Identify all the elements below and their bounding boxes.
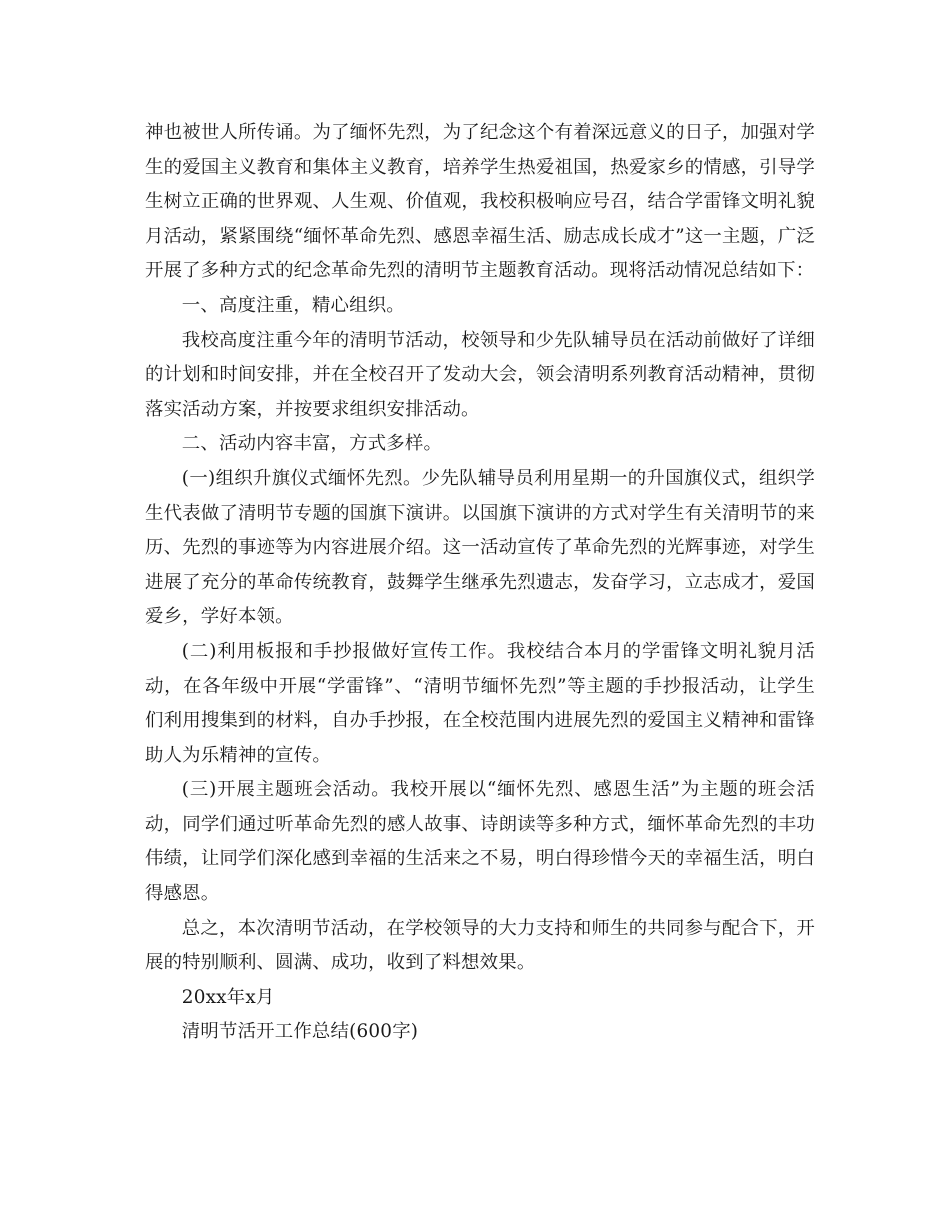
section-heading-2: 二、活动内容丰富，方式多样。	[181, 433, 443, 455]
document-body	[145, 116, 815, 1050]
paragraph-intro-continued: 神也被世人所传诵。为了缅怀先烈，为了纪念这个有着深远意义的日子，加强对学生的爱国主义教育和集体主义教育，培养学生热爱祖国，热爱家乡的情感，引导学生树立正确的世界观、人生观、价值观，我校积极响应号召，结合学雷锋文明礼貌月活动，紧紧围绕“缅怀革命先烈、感恩幸福生活、励志成长成才”这一主题，广泛开展了多种方式的纪念革命先烈的清明节主题教育活动。现将活动情况总结如下：	[145, 122, 815, 282]
paragraph-organization: 我校高度注重今年的清明节活动，校领导和少先队辅导员在活动前做好了详细的计划和时间安排，并在全校召开了发动大会，领会清明系列教育活动精神，贯彻落实活动方案，并按要求组织安排活动。	[145, 329, 815, 420]
document-date: 20xx年x月	[181, 986, 275, 1008]
next-document-title: 清明节活开工作总结(600字)	[181, 1021, 419, 1043]
paragraph-flag-ceremony: (一)组织升旗仪式缅怀先烈。少先队辅导员利用星期一的升国旗仪式，组织学生代表做了清明节专题的国旗下演讲。以国旗下演讲的方式对学生有关清明节的来历、先烈的事迹等为内容进展介绍。这一活动宣传了革命先烈的光辉事迹，对学生进展了充分的革命传统教育，鼓舞学生继承先烈遗志，发奋学习，立志成才，爱国爱乡，学好本领。	[145, 467, 815, 628]
paragraph-blackboard-newspaper: (二)利用板报和手抄报做好宣传工作。我校结合本月的学雷锋文明礼貌月活动，在各年级中开展“学雷锋”、“清明节缅怀先烈”等主题的手抄报活动，让学生们利用搜集到的材料，自办手抄报，在全校范围内进展先烈的爱国主义精神和雷锋助人为乐精神的宣传。	[145, 640, 815, 766]
paragraph-conclusion: 总之，本次清明节活动，在学校领导的大力支持和师生的共同参与配合下，开展的特别顺利、圆满、成功，收到了料想效果。	[145, 917, 815, 974]
section-heading-1: 一、高度注重，精心组织。	[181, 294, 405, 316]
paragraph-class-meeting: (三)开展主题班会活动。我校开展以“缅怀先烈、感恩生活”为主题的班会活动，同学们通过听革命先烈的感人故事、诗朗读等多种方式，缅怀革命先烈的丰功伟绩，让同学们深化感到幸福的生活来之不易，明白得珍惜今天的幸福生活，明白得感恩。	[145, 779, 815, 905]
